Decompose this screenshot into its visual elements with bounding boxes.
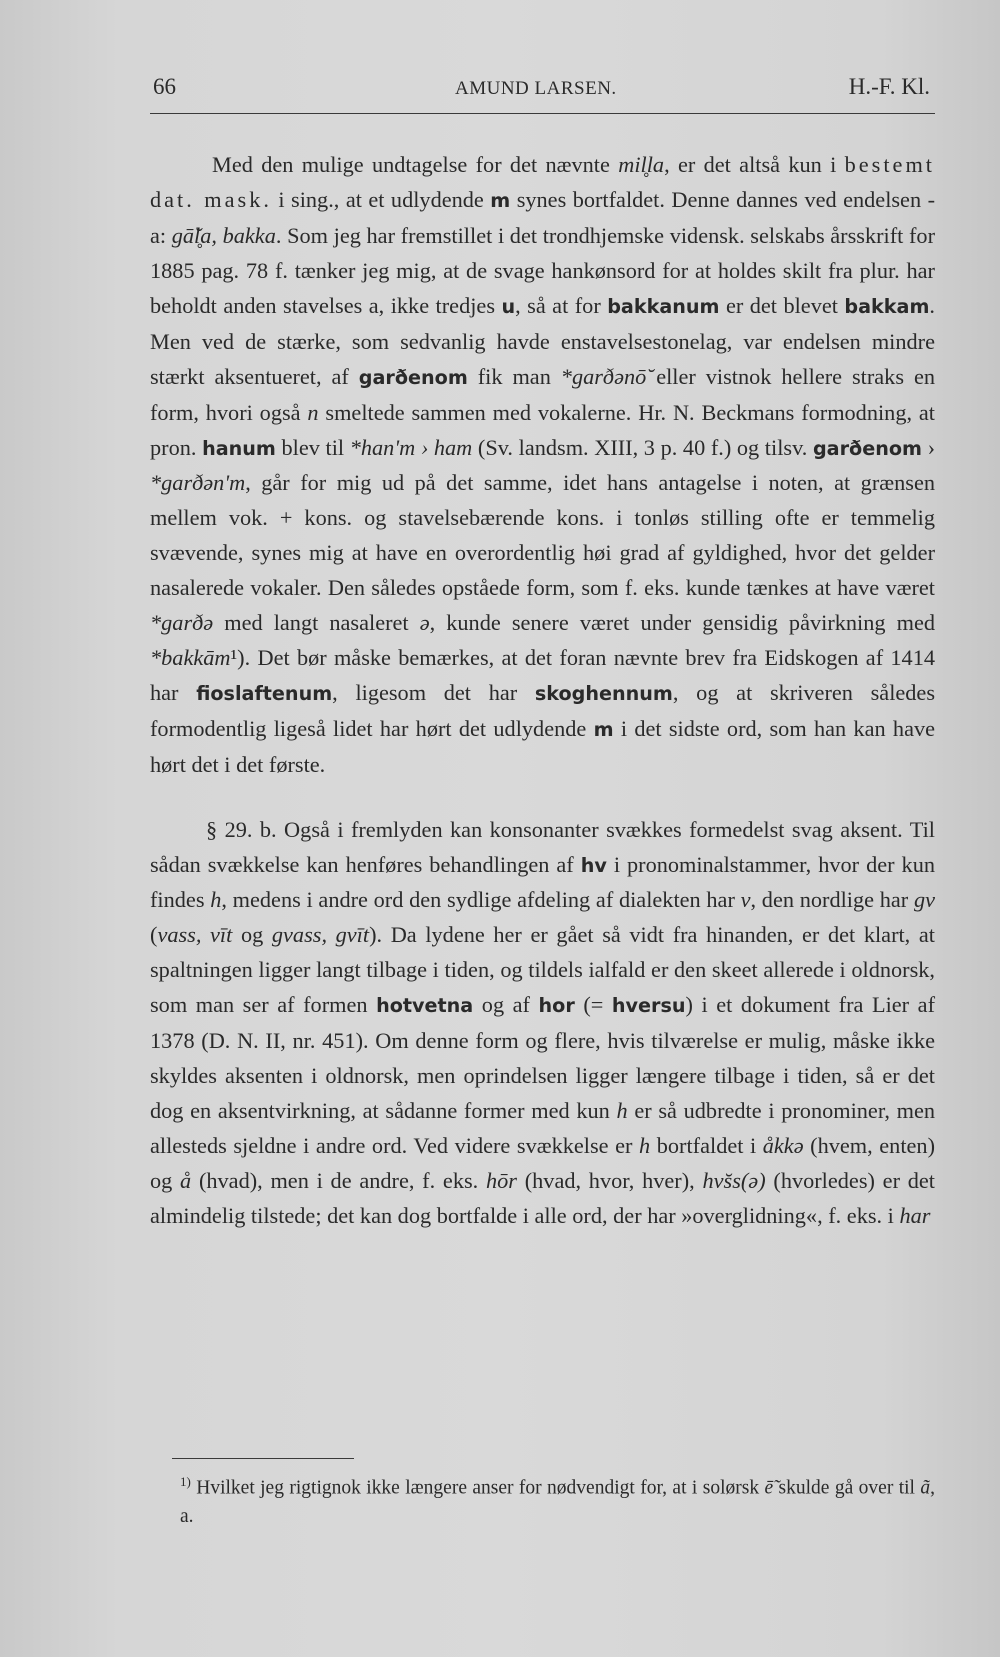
page-header: [153, 74, 930, 108]
footnote: $^{1)}$ Hvilket jeg rigtignok ikke længere anser for nødvendigt for, at i solørsk ē̃ skulde gå over til ã, a.: [180, 1474, 935, 1527]
paragraph-2: § 29. b. Også i fremlyden kan konsonanter svækkes formedelst svag aksent. Til sådan svækkelse kan henføres behandlingen af hv i pronominalstammer, hvor der kun findes h, medens i andre ord den sydlige afdeling af dialekten har v, den nordlige har gv (vass, vīt og gvass, gvīt). Da lydene her er gået så vidt fra hinanden, er det klart, at spaltningen ligger langt tilbage i tiden, og tildels ialfald er den skeet allerede i oldnorsk, som man ser af formen hotvetna og af hor (= hversu) i et dokument fra Lier af 1378 (D. N. II, nr. 451). Om denne form og flere, hvis tilværelse er mulig, måske ikke skyldes aksenten i oldnorsk, men oprindelsen ligger længere tilbage i tiden, så er det dog en aksentvirkning, at sådanne former med kun h er så udbredte i pronominer, men allesteds sjeldne i andre ord. Ved videre svækkelse er h bortfaldet i åkkə (hvem, enten) og å (hvad), men i de andre, f. eks. hōr (hvad, hvor, hver), hvs̆s(ə) (hvorledes) er det almindelig tilstede; det kan dog bortfalde i alle ord, der har »overglidning«, f. eks. i har: [150, 816, 936, 1228]
header-rule: [150, 113, 935, 114]
footnote-mark: 1: [180, 1474, 187, 1489]
running-title: AMUND LARSEN.: [455, 78, 617, 99]
section-mark: H.-F. Kl.: [848, 74, 930, 99]
page-number: 66: [153, 74, 176, 99]
paragraph-1: Med den mulige undtagelse for det nævnte mil̥la, er det altså kun i bestemt dat. mask. i sing., at et udlydende m synes bortfaldet. Denne dannes ved endelsen -a: gā̆l̥a, bakka. Som jeg har fremstillet i det trondhjemske vidensk. selskabs årsskrift for 1885 pag. 78 f. tænker jeg mig, at de svage hankønsord for at holdes skilt fra plur. har beholdt anden stavelses a, ikke tredjes u, så at for bakkanum er det blevet bakkam. Men ved de stærke, som sedvanlig havde enstavelsestonelag, var endelsen mindre stærkt aksentueret, af garðenom fik man *garðənō̆ eller vistnok hellere straks en form, hvori også n smeltede sammen med vokalerne. Hr. N. Beckmans formodning, at pron. hanum blev til *han'm › ham (Sv. landsm. XIII, 3 p. 40 f.) og tilsv. garðenom › *garðən'm, går for mig ud på det samme, idet hans antagelse i noten, at grænsen mellem vok. + kons. og stavelsebærende kons. i tonløs stilling ofte er temmelig svævende, synes mig at have en overordentlig høi grad af gyldighed, hvor det gelder nasalerede vokaler. Den således opståede form, som f. eks. kunde tænkes at have været *garðə med langt nasaleret ə, kunde senere været under gensidig påvirkning med *bakkām¹). Det bør måske bemærkes, at det foran nævnte brev fra Eidskogen af 1414 har fioslaftenum, ligesom det har skoghennum, og at skriveren således formodentlig ligeså lidet har hørt det udlydende m i det sidste ord, som han kan have hørt det i det første.: [150, 152, 936, 777]
body-text: [150, 126, 935, 1256]
footnote-rule: [172, 1458, 354, 1459]
